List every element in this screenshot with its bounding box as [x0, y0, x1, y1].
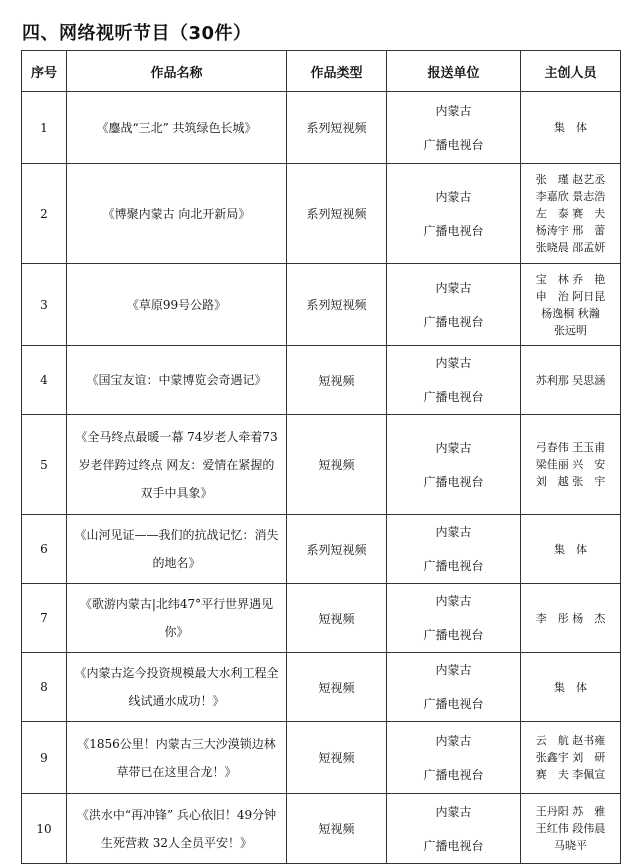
- creator-line: 刘 越 张 宇: [535, 475, 606, 488]
- unit-line: 内蒙古: [435, 189, 472, 204]
- work-type: 短视频: [287, 584, 387, 653]
- creator-line: 杨逸桐 秋瀚: [541, 306, 600, 320]
- programs-table: [21, 50, 621, 864]
- creator-line: 马晓平: [554, 839, 587, 852]
- section-title: 四、网络视听节目（30件）: [22, 23, 252, 44]
- header-people: 主创人员: [521, 51, 621, 92]
- row-number: 4: [22, 346, 67, 415]
- unit-line: 广播电视台: [423, 559, 484, 573]
- work-title: 《全马终点最暖一幕 74岁老人牵着73岁老伴跨过终点 网友：爱情在紧握的双手中具象》: [67, 415, 287, 515]
- work-type: 系列短视频: [287, 92, 387, 164]
- unit-line: 内蒙古: [435, 103, 472, 118]
- row-number: 2: [22, 164, 67, 264]
- work-title: 《山河见证——我们的抗战记忆：消失的地名》: [67, 515, 287, 584]
- work-type: 短视频: [287, 722, 387, 794]
- unit-line: 内蒙古: [435, 594, 472, 608]
- work-type: 系列短视频: [287, 264, 387, 346]
- creators: [521, 515, 621, 584]
- creator-line: 苏利那 吴思涵: [535, 373, 606, 387]
- row-number: 1: [22, 92, 67, 164]
- creators: [521, 584, 621, 653]
- creators: [521, 722, 621, 794]
- row-number: 7: [22, 584, 67, 653]
- creator-line: 宝 林 乔 艳: [535, 272, 606, 286]
- creator-line: 李 彤 杨 杰: [535, 611, 606, 625]
- row-number: 8: [22, 653, 67, 722]
- creator-line: 申 治 阿日昆: [535, 289, 606, 303]
- table-row: [22, 584, 621, 653]
- submitting-unit: [387, 515, 521, 584]
- work-title: 《内蒙古迄今投资规模最大水利工程全线试通水成功！》: [67, 653, 287, 722]
- header-no: 序号: [22, 51, 67, 92]
- row-number: 3: [22, 264, 67, 346]
- row-number: 10: [22, 794, 67, 864]
- work-title: 《1856公里！内蒙古三大沙漠锁边林草带已在这里合龙！》: [67, 722, 287, 794]
- table-row: [22, 92, 621, 164]
- unit-line: 广播电视台: [423, 390, 484, 404]
- table-row: [22, 415, 621, 515]
- submitting-unit: [387, 415, 521, 515]
- submitting-unit: [387, 164, 521, 264]
- unit-line: 广播电视台: [423, 838, 484, 853]
- creator-line: 张 瑾 赵艺丞: [535, 173, 606, 186]
- submitting-unit: [387, 264, 521, 346]
- table-row: [22, 346, 621, 415]
- creator-line: 杨涛宇 邢 蕾: [535, 224, 606, 237]
- work-title: 《鏖战“三北” 共筑绿色长城》: [67, 92, 287, 164]
- creators: [521, 164, 621, 264]
- row-number: 6: [22, 515, 67, 584]
- creator-line: 集 体: [554, 542, 587, 556]
- work-type: 系列短视频: [287, 515, 387, 584]
- creator-line: 李嘉欣 景志浩: [535, 190, 606, 203]
- creator-line: 云 航 赵书雍: [535, 734, 606, 747]
- creators: [521, 794, 621, 864]
- work-type: 短视频: [287, 415, 387, 515]
- submitting-unit: [387, 584, 521, 653]
- submitting-unit: [387, 653, 521, 722]
- header-name: 作品名称: [67, 51, 287, 92]
- table-row: [22, 264, 621, 346]
- creator-line: 赛 夫 李佩宣: [535, 768, 606, 781]
- table-row: [22, 653, 621, 722]
- creator-line: 梁佳丽 兴 安: [535, 458, 606, 471]
- creator-line: 张远明: [554, 323, 587, 337]
- work-type: 系列短视频: [287, 164, 387, 264]
- header-type: 作品类型: [287, 51, 387, 92]
- creator-line: 集 体: [554, 121, 587, 134]
- creators: [521, 264, 621, 346]
- work-title: 《歌游内蒙古|北纬47°平行世界遇见你》: [67, 584, 287, 653]
- unit-line: 广播电视台: [423, 697, 484, 711]
- creators: [521, 92, 621, 164]
- creator-line: 弓春伟 王玉甫: [535, 441, 606, 454]
- header-unit: 报送单位: [387, 51, 521, 92]
- work-type: 短视频: [287, 346, 387, 415]
- unit-line: 内蒙古: [435, 663, 472, 677]
- unit-line: 广播电视台: [423, 474, 484, 489]
- creator-line: 王红伟 段伟晨: [535, 822, 606, 835]
- creator-line: 左 泰 赛 夫: [535, 207, 606, 220]
- creators: [521, 415, 621, 515]
- submitting-unit: [387, 92, 521, 164]
- unit-line: 广播电视台: [423, 767, 484, 782]
- table-row: [22, 722, 621, 794]
- unit-line: 内蒙古: [435, 733, 472, 748]
- unit-line: 内蒙古: [435, 356, 472, 370]
- unit-line: 广播电视台: [423, 314, 484, 329]
- unit-line: 广播电视台: [423, 137, 484, 152]
- work-title: 《国宝友谊：中蒙博览会奇遇记》: [67, 346, 287, 415]
- unit-line: 内蒙古: [435, 804, 472, 819]
- creators: [521, 346, 621, 415]
- table-row: [22, 515, 621, 584]
- creator-line: 张晓晨 邵孟妍: [535, 241, 606, 254]
- row-number: 9: [22, 722, 67, 794]
- table-row: [22, 794, 621, 864]
- submitting-unit: [387, 722, 521, 794]
- work-type: 短视频: [287, 653, 387, 722]
- unit-line: 广播电视台: [423, 223, 484, 238]
- work-title: 《草原99号公路》: [67, 264, 287, 346]
- creator-line: 张鑫宇 刘 研: [535, 751, 606, 764]
- row-number: 5: [22, 415, 67, 515]
- work-type: 短视频: [287, 794, 387, 864]
- submitting-unit: [387, 794, 521, 864]
- work-title: 《博聚内蒙古 向北开新局》: [67, 164, 287, 264]
- unit-line: 广播电视台: [423, 628, 484, 642]
- unit-line: 内蒙古: [435, 280, 472, 295]
- unit-line: 内蒙古: [435, 525, 472, 539]
- submitting-unit: [387, 346, 521, 415]
- creator-line: 王丹阳 苏 雅: [535, 805, 606, 818]
- creator-line: 集 体: [554, 680, 587, 694]
- table-header-row: [22, 51, 621, 92]
- work-title: 《洪水中“再冲锋” 兵心依旧！49分钟生死营救 32人全员平安！》: [67, 794, 287, 864]
- table-row: [22, 164, 621, 264]
- creators: [521, 653, 621, 722]
- unit-line: 内蒙古: [435, 440, 472, 455]
